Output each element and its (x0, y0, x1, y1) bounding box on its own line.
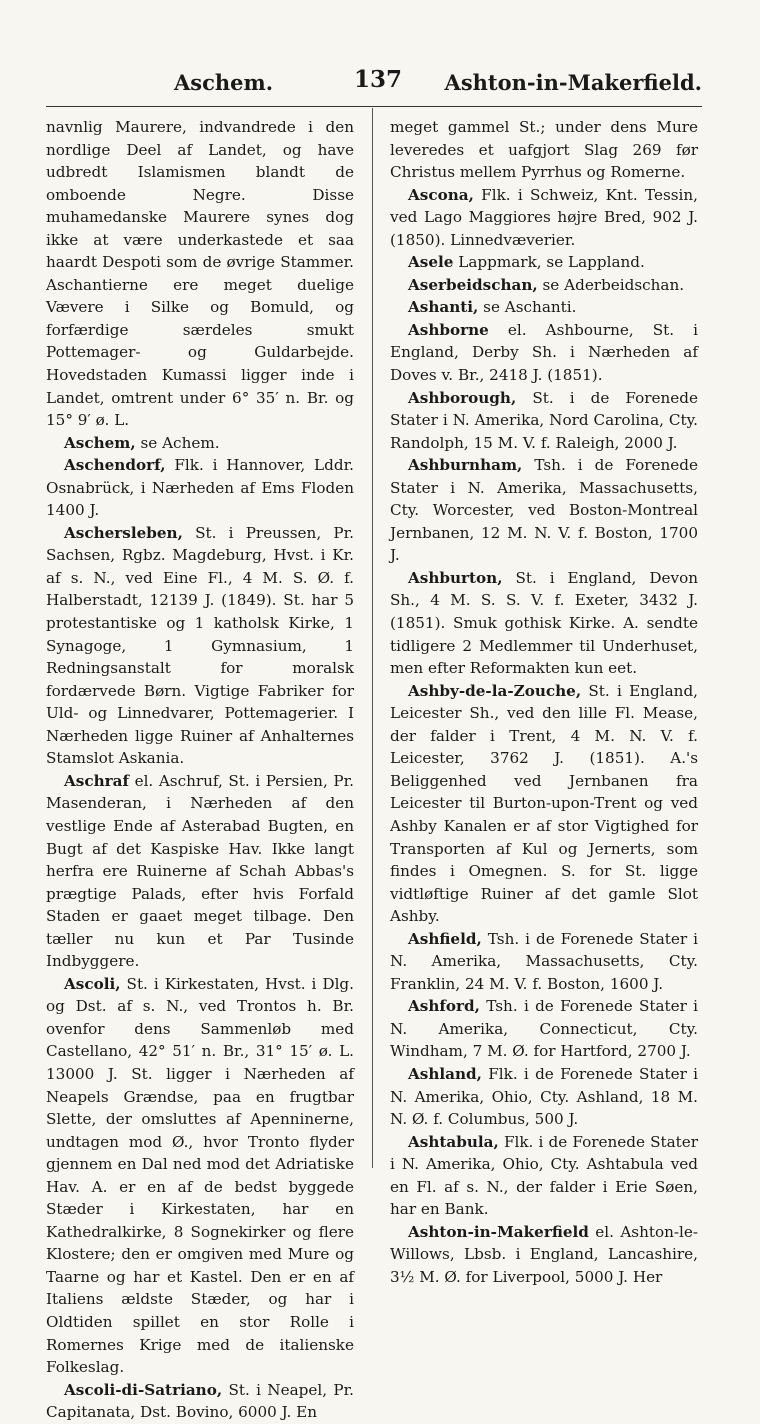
entry-headword: Ascoli-di-Satriano, (64, 1380, 223, 1399)
entry-headword: Ashland, (408, 1064, 482, 1083)
entry-text: Tsh. i de Forenede Stater i N. Amerika, Connecticut, Cty. Windham, 7 M. Ø. for Hartford, 2700 J. (390, 997, 698, 1061)
entry-headword: Ashborough, (408, 388, 517, 407)
entry-text: Lappmark, se Lappland. (453, 253, 645, 272)
dictionary-entry (390, 1131, 698, 1221)
dictionary-entry (390, 184, 698, 252)
entry-text: Tsh. i de Forenede Stater i N. Amerika, Massachusetts, Cty. Franklin, 24 M. V. f. Boston, 1600 J. (390, 929, 698, 993)
right-column (390, 116, 698, 1288)
dictionary-entry (390, 319, 698, 387)
entry-text: Flk. i de Forenede Stater i N. Amerika, Ohio, Cty. Ashtabula ved en Fl. af s. N., der falder i Erie Søen, har en Bank. (390, 1132, 698, 1219)
entry-text: navnlig Maurere, indvandrede i den nordlige Deel af Landet, og have udbredt Islamismen blandt de omboende Negre. Disse muhamedanske Maurere synes dog ikke at være underkastede et saa haardt Despoti som de øvrige Stammer. Aschantierne ere meget duelige Vævere i Silke og Bomuld, og forfærdige særdeles smukt Pottemager- og Guldarbejde. Hovedstaden Kumassi ligger inde i Landet, omtrent under 6° 35′ n. Br. og 15° 9′ ø. L. (46, 118, 354, 430)
entry-headword: Ascoli, (64, 974, 121, 993)
dictionary-entry (46, 454, 354, 522)
dictionary-entry (390, 567, 698, 680)
dictionary-entry (390, 116, 698, 184)
dictionary-entry (46, 973, 354, 1379)
header-left-keyword: Aschem. (174, 70, 274, 95)
entry-headword: Asele (408, 253, 454, 272)
entry-text: se Aderbeidschan. (537, 275, 685, 294)
entry-text: se Aschanti. (478, 298, 577, 317)
dictionary-entry (46, 1379, 354, 1424)
dictionary-entry (390, 296, 698, 319)
entry-headword: Ashton-in-Makerfield (408, 1222, 589, 1241)
entry-text: se Achem. (135, 433, 220, 452)
entry-text: el. Ashbourne, St. i England, Derby Sh. i Nærheden af Doves v. Br., 2418 J. (1851). (390, 320, 698, 385)
entry-headword: Ashanti, (408, 298, 479, 317)
entry-text: Flk. i de Forenede Stater i N. Amerika, Ohio, Cty. Ashland, 18 M. N. Ø. f. Columbus, 500 J. (390, 1064, 698, 1129)
dictionary-entry (46, 116, 354, 432)
entry-headword: Ashford, (408, 997, 480, 1016)
entry-headword: Aschraf (64, 771, 129, 790)
entry-headword: Ashfield, (408, 929, 482, 948)
dictionary-entry (390, 274, 698, 297)
dictionary-entry (390, 928, 698, 996)
dictionary-entry (46, 522, 354, 770)
entry-text: St. i Kirkestaten, Hvst. i Dlg. og Dst. af s. N., ved Trontos h. Br. ovenfor dens Sammenløb med Castellano, 42° 51′ n. Br., 31° 15′ ø. L. 13000 J. St. ligger i Nærheden af Neapels Grændse, paa en frugtbar Slette, der omsluttes af Apenninerne, undtagen mod Ø., hvor Tronto flyder gjennem en Dal ned mod det Adriatiske Hav. A. er en af de bedst byggede Stæder i Kirkestaten, har en Kathedralkirke, 8 Sognekirker og flere Klostere; den er omgiven med Mure og Taarne og har et Kastel. Den er en af Italiens ældste Stæder, og har i Oldtiden spillet en stor Rolle i Romernes Krige med de italienske Folkeslag. (46, 974, 354, 1377)
entry-text: St. i Preussen, Pr. Sachsen, Rgbz. Magdeburg, Hvst. i Kr. af s. N., ved Eine Fl., 4 M. S. Ø. f. Halberstadt, 12139 J. (1849). St. har 5 protestantiske og 1 katholsk Kirke, 1 Synagoge, 1 Gymnasium, 1 Redningsanstalt for moralsk fordærvede Børn. Vigtige Fabriker for Uld- og Linnedvarer, Pottemagerier. I Nærheden ligge Ruiner af Anhalternes Stamslot Askania. (46, 523, 354, 768)
dictionary-entry (46, 770, 354, 973)
entry-headword: Ashburton, (408, 568, 503, 587)
entry-headword: Aschersleben, (64, 523, 183, 542)
entry-text: St. i de Forenede Stater i N. Amerika, Nord Carolina, Cty. Randolph, 15 M. V. f. Raleigh, 2000 J. (390, 388, 698, 452)
entry-text: St. i England, Devon Sh., 4 M. S. S. V. f. Exeter, 3432 J. (1851). Smuk gothisk Kirke. A. sendte tidligere 2 Medlemmer til Underhuset, men efter Reformakten kun eet. (390, 568, 698, 678)
page-header (46, 66, 702, 107)
entry-text: St. i Neapel, Pr. Capitanata, Dst. Bovino, 6000 J. En (46, 1380, 354, 1422)
entry-headword: Ashburnham, (408, 456, 523, 475)
page-number: 137 (354, 66, 403, 93)
dictionary-entry (390, 1221, 698, 1289)
entry-text: el. Ashton-le-Willows, Lbsb. i England, Lancashire, 3½ M. Ø. for Liverpool, 5000 J. Her (390, 1222, 698, 1286)
entry-headword: Ashborne (408, 320, 489, 339)
dictionary-entry (390, 680, 698, 928)
entry-text: Flk. i Hannover, Lddr. Osnabrück, i Nærheden af Ems Floden 1400 J. (46, 456, 354, 520)
left-column (46, 116, 354, 1424)
entry-text: St. i England, Leicester Sh., ved den lille Fl. Mease, der falder i Trent, 4 M. N. V. f. Leicester, 3762 J. (1851). A.'s Beliggenhed ved Jernbanen fra Leicester til Burton-upon-Trent og ved Ashby Kanalen er af stor Vigtighed for Transporten af Kul og Jernerts, som findes i Omegnen. S. for St. ligge vidtløftige Ruiner af det gamle Slot Ashby. (390, 681, 698, 926)
header-right-keyword: Ashton-in-Makerfield. (444, 70, 702, 95)
entry-text: meget gammel St.; under dens Mure leveredes et uafgjort Slag 269 før Christus mellem Pyrrhus og Romerne. (390, 118, 698, 182)
dictionary-entry (390, 995, 698, 1063)
dictionary-entry (390, 251, 698, 274)
entry-headword: Ashby-de-la-Zouche, (408, 681, 582, 700)
dictionary-entry (390, 454, 698, 567)
entry-text: Flk. i Schweiz, Knt. Tessin, ved Lago Maggiores højre Bred, 902 J. (1850). Linnedvæverier. (390, 185, 698, 249)
entry-headword: Ascona, (408, 185, 474, 204)
entry-headword: Aschendorf, (64, 456, 166, 475)
dictionary-entry (46, 432, 354, 455)
dictionary-entry (390, 1063, 698, 1131)
entry-headword: Ashtabula, (408, 1132, 499, 1151)
column-divider (372, 108, 373, 1168)
entry-text: el. Aschruf, St. i Persien, Pr. Masenderan, i Nærheden af den vestlige Ende af Asterabad Bugten, en Bugt af det Kaspiske Hav. Ikke langt herfra ere Ruinerne af Schah Abbas's prægtige Palads, efter hvis Forfald Staden er gaaet meget tilbage. Den tæller nu kun et Par Tusinde Indbyggere. (46, 771, 354, 971)
entry-text: Tsh. i de Forenede Stater i N. Amerika, Massachusetts, Cty. Worcester, ved Boston-Montreal Jernbanen, 12 M. N. V. f. Boston, 1700 J. (390, 456, 698, 565)
dictionary-entry (390, 387, 698, 455)
entry-headword: Aschem, (64, 433, 136, 452)
entry-headword: Aserbeidschan, (408, 275, 538, 294)
